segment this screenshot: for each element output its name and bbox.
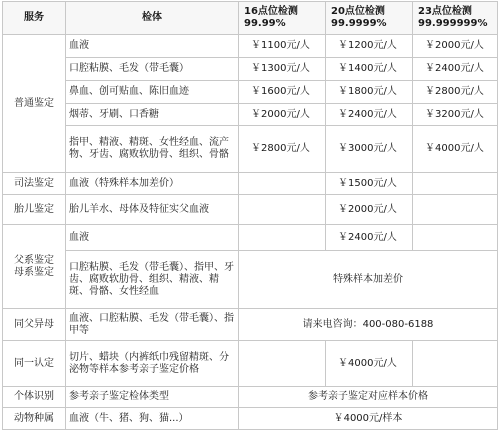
sample-cell: 口腔粘膜、毛发（带毛囊）、指甲、牙齿、腐败软肋骨、组织、精液、精斑、骨骼、女性经血 — [66, 251, 239, 309]
price-23: ￥2800元/人 — [413, 81, 498, 104]
header-20-accuracy: 99.9999% — [331, 18, 387, 29]
table-row — [3, 309, 498, 341]
sample-cell: 血液 — [66, 35, 239, 58]
table-row — [3, 126, 498, 173]
table-row — [3, 195, 498, 225]
empty-cell — [239, 173, 326, 195]
sample-cell: 参考亲子鉴定检体类型 — [66, 387, 239, 408]
sample-cell: 鼻血、创可贴血、陈旧血迹 — [66, 81, 239, 104]
table-row — [3, 35, 498, 58]
header-23-accuracy: 99.999999% — [418, 18, 488, 29]
sample-cell: 指甲、精液、精斑、女性经血、流产物、牙齿、腐败软肋骨、组织、骨骼 — [66, 126, 239, 173]
price-23: ￥2000元/人 — [413, 35, 498, 58]
price-20: ￥2400元/人 — [326, 104, 413, 126]
price-20: ￥1200元/人 — [326, 35, 413, 58]
category-maternal: 母系鉴定 — [14, 266, 54, 278]
price-16: ￥1300元/人 — [239, 58, 326, 81]
table-row — [3, 173, 498, 195]
price-16: ￥2000元/人 — [239, 104, 326, 126]
price-23: ￥3200元/人 — [413, 104, 498, 126]
empty-cell — [413, 341, 498, 387]
empty-cell — [239, 225, 326, 251]
table-row — [3, 225, 498, 251]
price-16: ￥2800元/人 — [239, 126, 326, 173]
price-20: ￥2000元/人 — [326, 195, 413, 225]
category-normal: 普通鉴定 — [3, 35, 66, 173]
price-20: ￥1400元/人 — [326, 58, 413, 81]
price-16: ￥1600元/人 — [239, 81, 326, 104]
price-20: ￥4000元/人 — [326, 341, 413, 387]
header-16-point — [239, 2, 326, 35]
price-table — [2, 1, 498, 430]
empty-cell — [239, 195, 326, 225]
category-prenatal: 胎儿鉴定 — [3, 195, 66, 225]
table-row — [3, 81, 498, 104]
category-animal: 动物种属 — [3, 408, 66, 430]
empty-cell — [413, 173, 498, 195]
price-23: ￥2400元/人 — [413, 58, 498, 81]
table-row — [3, 251, 498, 309]
header-20-name: 20点位检测 — [331, 6, 385, 17]
empty-cell — [413, 195, 498, 225]
price-20: ￥1800元/人 — [326, 81, 413, 104]
sample-cell: 血液 — [66, 225, 239, 251]
category-half-sibling: 同父异母 — [3, 309, 66, 341]
price-20: ￥1500元/人 — [326, 173, 413, 195]
sample-cell: 胎儿羊水、母体及特征实父血液 — [66, 195, 239, 225]
category-parentage — [3, 225, 66, 309]
sample-cell: 烟蒂、牙刷、口香糖 — [66, 104, 239, 126]
header-row — [3, 2, 498, 35]
table-row — [3, 341, 498, 387]
header-16-name: 16点位检测 — [244, 6, 298, 17]
special-sample-note: 特殊样本加差价 — [239, 251, 498, 309]
empty-cell — [413, 225, 498, 251]
sample-cell: 切片、蜡块（内裤纸巾残留精斑、分泌物等样本参考亲子鉴定价格 — [66, 341, 239, 387]
table-row — [3, 408, 498, 430]
price-20: ￥3000元/人 — [326, 126, 413, 173]
empty-cell — [239, 341, 326, 387]
table-row — [3, 387, 498, 408]
header-sample: 检体 — [66, 2, 239, 35]
price-23: ￥4000元/人 — [413, 126, 498, 173]
sample-cell: 血液、口腔粘膜、毛发（带毛囊）、指甲等 — [66, 309, 239, 341]
header-20-point — [326, 2, 413, 35]
table-row — [3, 58, 498, 81]
sample-cell: 血液（特殊样本加差价） — [66, 173, 239, 195]
header-23-point — [413, 2, 498, 35]
sample-cell: 口腔粘膜、毛发（带毛囊） — [66, 58, 239, 81]
category-individual: 个体识别 — [3, 387, 66, 408]
category-paternal: 父系鉴定 — [14, 254, 54, 266]
sample-cell: 血液（牛、猪、狗、猫...） — [66, 408, 239, 430]
price-16: ￥1100元/人 — [239, 35, 326, 58]
header-23-name: 23点位检测 — [418, 6, 472, 17]
category-identity: 同一认定 — [3, 341, 66, 387]
animal-price: ￥4000元/样本 — [239, 408, 498, 430]
reference-price-note: 参考亲子鉴定对应样本价格 — [239, 387, 498, 408]
category-judicial: 司法鉴定 — [3, 173, 66, 195]
header-16-accuracy: 99.99% — [244, 18, 286, 29]
price-20: ￥2400元/人 — [326, 225, 413, 251]
header-category: 服务 — [3, 2, 66, 35]
table-row — [3, 104, 498, 126]
consult-phone-note: 请来电咨询：400-080-6188 — [239, 309, 498, 341]
